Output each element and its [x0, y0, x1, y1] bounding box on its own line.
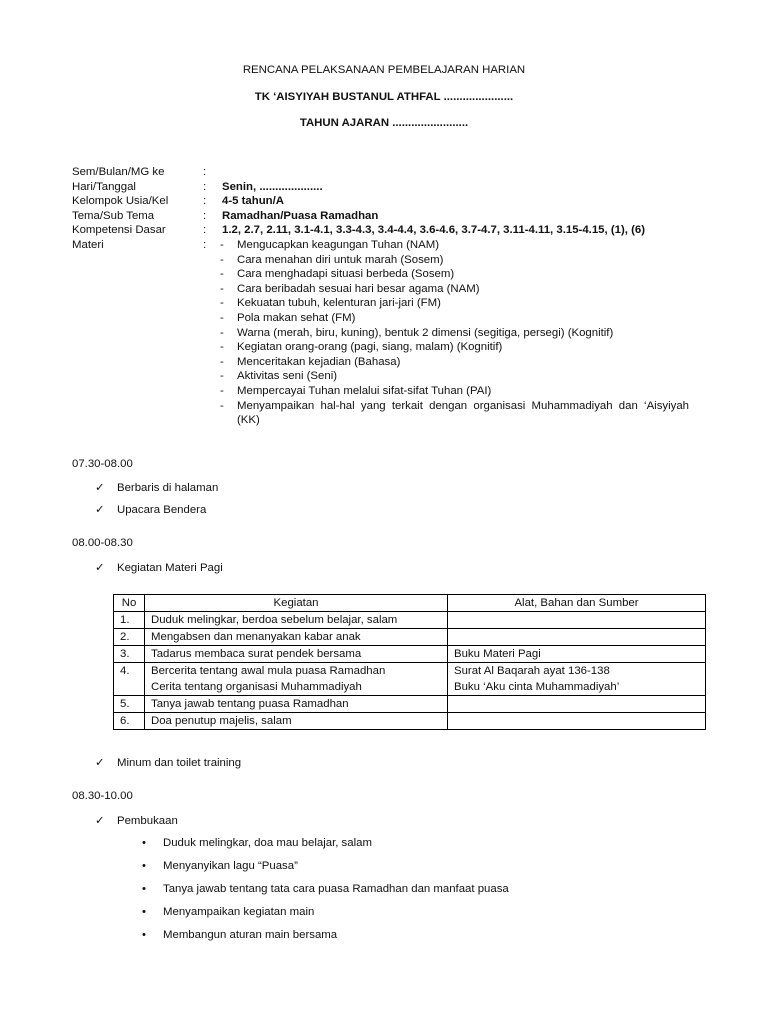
dash-marker: - — [220, 384, 224, 397]
dash-marker: - — [220, 370, 224, 383]
check-icon: ✓ — [95, 815, 105, 827]
info-block — [72, 165, 712, 428]
bullet-icon: • — [142, 883, 146, 895]
info-label: Materi — [72, 238, 104, 251]
materi-item: - Menyampaikan hal-hal yang terkait dengan organisasi Muhammadiyah dan ‘Aisyiyah (KK) — [220, 399, 689, 427]
column-header-alat: Alat, Bahan dan Sumber — [448, 595, 706, 612]
info-label: Hari/Tanggal — [72, 180, 136, 193]
cell-line: Buku ‘Aku cinta Muhammadiyah’ — [454, 681, 620, 693]
info-label: Tema/Sub Tema — [72, 209, 155, 222]
materi-item: - Cara menahan diri untuk marah (Sosem) — [220, 253, 444, 266]
table-row — [114, 663, 706, 696]
dash-marker: - — [220, 297, 224, 310]
cell-alat — [448, 612, 706, 629]
table-row — [114, 646, 706, 663]
dash-marker: - — [220, 341, 224, 354]
materi-item: - Pola makan sehat (FM) — [220, 311, 356, 324]
info-colon: : — [203, 224, 207, 237]
info-colon: : — [203, 238, 207, 251]
cell-no: 6. — [114, 713, 145, 730]
cell-kegiatan: Tanya jawab tentang puasa Ramadhan — [145, 696, 448, 713]
info-value: Senin, .................... — [222, 180, 323, 193]
materi-list — [218, 238, 689, 428]
check-icon: ✓ — [95, 562, 105, 574]
bullet-item: • Tanya jawab tentang tata cara puasa Ramadhan dan manfaat puasa — [142, 883, 509, 895]
dash-marker: - — [220, 282, 224, 295]
info-row-date — [72, 180, 712, 195]
info-label: Sem/Bulan/MG ke — [72, 166, 165, 178]
cell-kegiatan — [145, 663, 448, 696]
dash-marker: - — [220, 355, 224, 368]
cell-no: 5. — [114, 696, 145, 713]
materi-item: - Cara beribadah sesuai hari besar agama (NAM) — [220, 282, 480, 295]
cell-kegiatan: Mengabsen dan menanyakan kabar anak — [145, 629, 448, 646]
dash-marker: - — [220, 268, 224, 281]
cell-alat — [448, 696, 706, 713]
cell-kegiatan: Duduk melingkar, berdoa sebelum belajar, salam — [145, 612, 448, 629]
bullet-item: • Duduk melingkar, doa mau belajar, salam — [142, 837, 372, 849]
check-icon: ✓ — [95, 482, 105, 494]
info-value: Ramadhan/Puasa Ramadhan — [222, 209, 379, 222]
check-icon: ✓ — [95, 504, 105, 516]
info-colon: : — [203, 166, 207, 178]
academic-year: TAHUN AJARAN ........................ — [299, 117, 469, 129]
info-colon: : — [203, 180, 207, 193]
info-label: Kelompok Usia/Kel — [72, 195, 169, 208]
check-item: ✓ Berbaris di halaman — [95, 482, 219, 494]
column-header-no: No — [114, 595, 145, 612]
table-row — [114, 612, 706, 629]
info-row-theme — [72, 209, 712, 224]
time-slot-0800: 08.00-08.30 — [72, 537, 133, 549]
bullet-icon: • — [142, 860, 146, 872]
document-title: RENCANA PELAKSANAAN PEMBELAJARAN HARIAN — [242, 64, 526, 76]
cell-alat — [448, 629, 706, 646]
bullet-icon: • — [142, 837, 146, 849]
dash-marker: - — [220, 238, 224, 251]
table-row — [114, 696, 706, 713]
materi-item: - Kekuatan tubuh, kelenturan jari-jari (FM) — [220, 297, 441, 310]
materi-item: - Cara menghadapi situasi berbeda (Sosem) — [220, 268, 455, 281]
check-item: ✓ Minum dan toilet training — [95, 757, 242, 769]
materi-item: - Mengucapkan keagungan Tuhan (NAM) — [220, 238, 439, 251]
cell-line: Surat Al Baqarah ayat 136-138 — [454, 665, 610, 677]
info-colon: : — [203, 209, 207, 222]
dash-marker: - — [220, 253, 224, 266]
check-icon: ✓ — [95, 757, 105, 769]
cell-line: Bercerita tentang awal mula puasa Ramadhan — [151, 665, 386, 677]
bullet-icon: • — [142, 906, 146, 918]
table-header-row — [114, 595, 706, 612]
cell-kegiatan: Doa penutup majelis, salam — [145, 713, 448, 730]
info-value: 1.2, 2.7, 2.11, 3.1-4.1, 3.3-4.3, 3.4-4.4, 3.6-4.6, 3.7-4.7, 3.11-4.11, 3.15-4.15, (1), (6) — [222, 224, 645, 237]
bullet-item: • Menyanyikan lagu “Puasa” — [142, 860, 298, 872]
info-row-semester — [72, 165, 712, 180]
table-row — [114, 713, 706, 730]
cell-alat — [448, 713, 706, 730]
bullet-icon: • — [142, 929, 146, 941]
cell-no: 1. — [114, 612, 145, 629]
cell-alat — [448, 663, 706, 696]
bullet-item: • Membangun aturan main bersama — [142, 929, 338, 941]
time-slot-0730: 07.30-08.00 — [72, 458, 133, 470]
dash-marker: - — [220, 399, 224, 412]
activity-table — [113, 594, 706, 730]
column-header-kegiatan: Kegiatan — [145, 595, 448, 612]
materi-item: - Aktivitas seni (Seni) — [220, 370, 338, 383]
time-slot-0830: 08.30-10.00 — [72, 790, 133, 802]
info-value: 4-5 tahun/A — [222, 195, 285, 208]
cell-alat: Buku Materi Pagi — [448, 646, 706, 663]
cell-kegiatan: Tadarus membaca surat pendek bersama — [145, 646, 448, 663]
info-colon: : — [203, 195, 207, 208]
materi-item: - Mempercayai Tuhan melalui sifat-sifat Tuhan (PAI) — [220, 384, 492, 397]
materi-item: - Kegiatan orang-orang (pagi, siang, malam) (Kognitif) — [220, 341, 503, 354]
cell-no: 4. — [114, 663, 145, 696]
bullet-item: • Menyampaikan kegiatan main — [142, 906, 315, 918]
school-name: TK ‘AISYIYAH BUSTANUL ATHFAL ...................... — [254, 91, 514, 103]
check-item-heading: ✓ Pembukaan — [95, 815, 178, 827]
info-row-competency — [72, 223, 712, 238]
cell-line: Cerita tentang organisasi Muhammadiyah — [151, 681, 362, 693]
dash-marker: - — [220, 326, 224, 339]
check-item-heading: ✓ Kegiatan Materi Pagi — [95, 562, 223, 574]
dash-marker: - — [220, 311, 224, 324]
materi-item: - Menceritakan kejadian (Bahasa) — [220, 355, 401, 368]
check-item: ✓ Upacara Bendera — [95, 504, 207, 516]
table-row — [114, 629, 706, 646]
cell-no: 2. — [114, 629, 145, 646]
materi-item: - Warna (merah, biru, kuning), bentuk 2 dimensi (segitiga, persegi) (Kognitif) — [220, 326, 614, 339]
info-row-materi — [72, 238, 712, 428]
info-label: Kompetensi Dasar — [72, 224, 166, 237]
info-row-age-group — [72, 194, 712, 209]
cell-no: 3. — [114, 646, 145, 663]
